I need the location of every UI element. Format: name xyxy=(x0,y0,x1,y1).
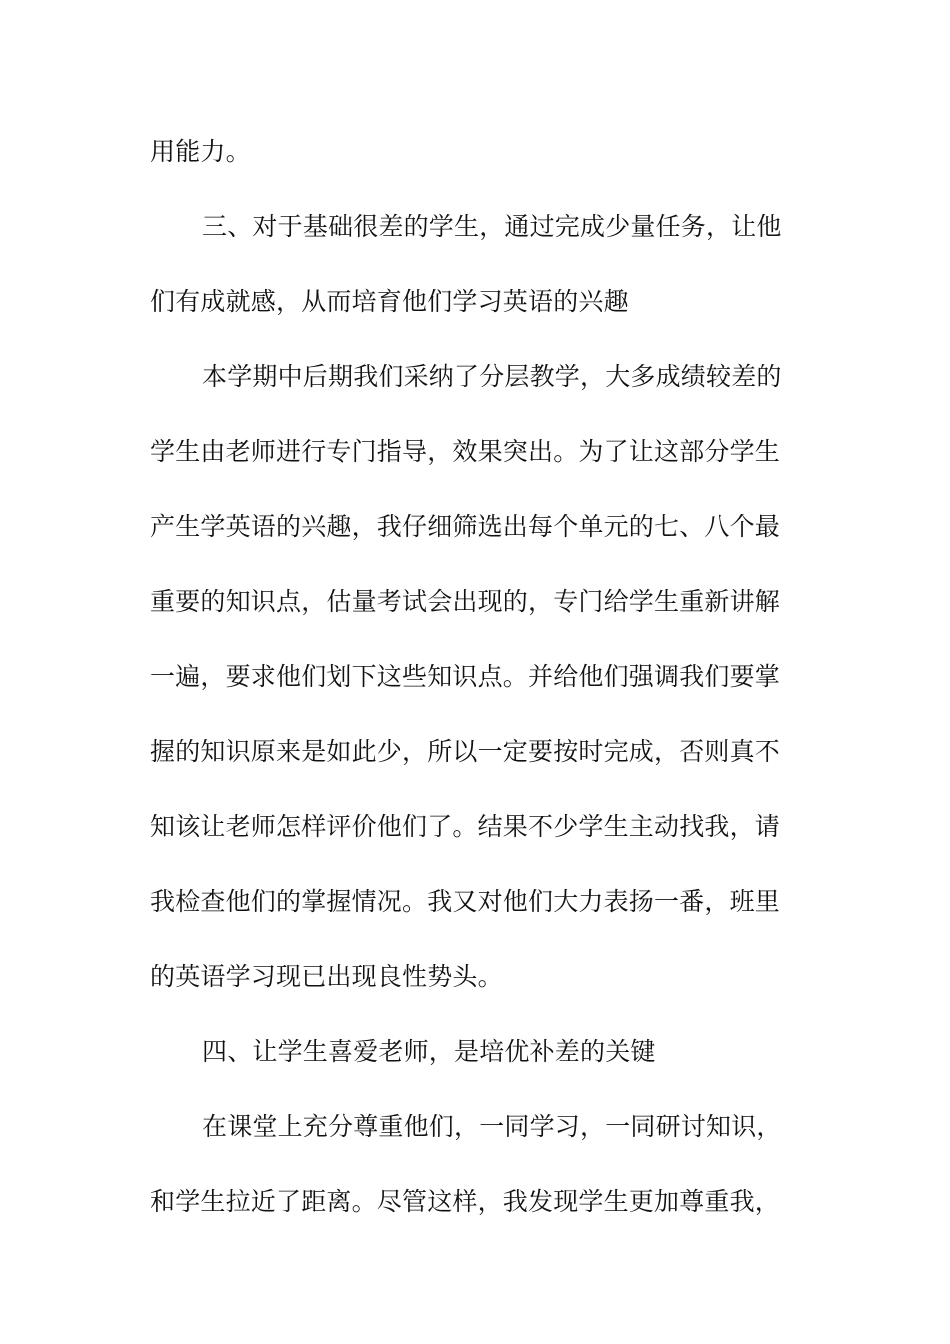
text-line: 产生学英语的兴趣，我仔细筛选出每个单元的七、八个最 xyxy=(150,512,781,541)
section-heading-4: 四、让学生喜爱老师，是培优补差的关键 xyxy=(202,1037,656,1066)
text-line: 和学生拉近了距离。尽管这样，我发现学生更加尊重我， xyxy=(150,1187,781,1216)
text-line: 的英语学习现已出现良性势头。 xyxy=(150,962,503,991)
paragraph-start: 在课堂上充分尊重他们，一同学习，一同研讨知识， xyxy=(202,1112,782,1141)
paragraph-start: 本学期中后期我们采纳了分层教学，大多成绩较差的 xyxy=(202,362,782,391)
text-line: 们有成就感，从而培育他们学习英语的兴趣 xyxy=(150,287,629,316)
text-line: 学生由老师进行专门指导，效果突出。为了让这部分学生 xyxy=(150,437,781,466)
text-line: 我检查他们的掌握情况。我又对他们大力表扬一番，班里 xyxy=(150,887,781,916)
text-line: 用能力。 xyxy=(150,137,251,166)
text-line: 重要的知识点，估量考试会出现的，专门给学生重新讲解 xyxy=(150,587,781,616)
section-heading-3: 三、对于基础很差的学生，通过完成少量任务，让他 xyxy=(202,212,782,241)
text-line: 握的知识原来是如此少，所以一定要按时完成，否则真不 xyxy=(150,737,781,766)
text-line: 知该让老师怎样评价他们了。结果不少学生主动找我，请 xyxy=(150,812,781,841)
text-line: 一遍，要求他们划下这些知识点。并给他们强调我们要掌 xyxy=(150,662,781,691)
